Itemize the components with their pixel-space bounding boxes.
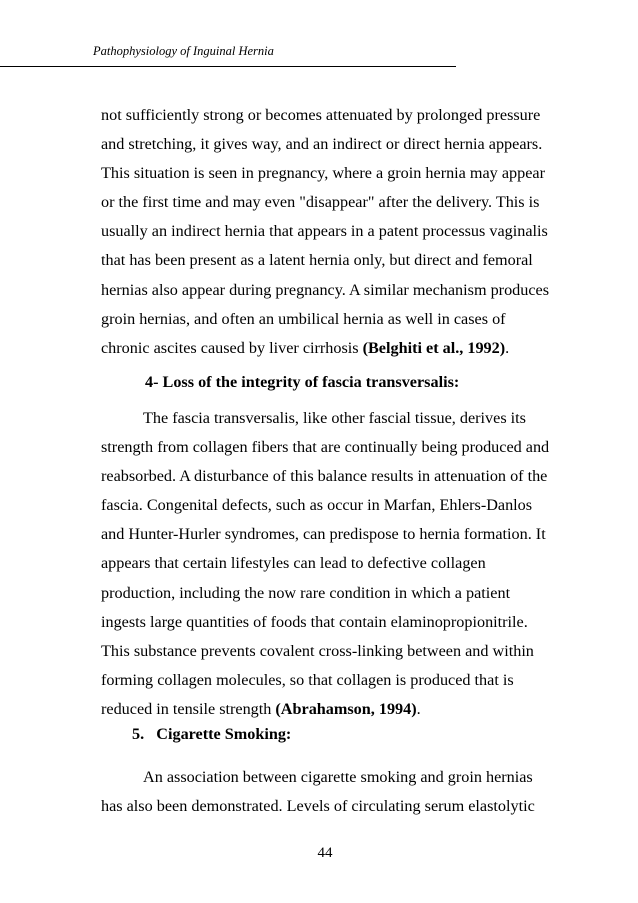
text-line: forming collagen molecules, so that collagen is produced that is [101, 670, 514, 689]
text-line: that has been present as a latent hernia only, but direct and femoral [101, 251, 533, 270]
section-heading-fascia [101, 368, 541, 397]
citation-abrahamson: (Abrahamson, 1994) [275, 699, 417, 718]
text-line: appears that certain lifestyles can lead to defective collagen [101, 554, 486, 573]
text-line: production, including the now rare condition in which a patient [101, 583, 511, 602]
citation-belghiti: (Belghiti et al., 1992) [362, 338, 506, 357]
end-punctuation: . [416, 699, 421, 718]
text-line: usually an indirect hernia that appears in a patent processus vaginalis [101, 222, 548, 241]
text-fragment: reduced in tensile strength [101, 699, 276, 718]
text-line: An association between cigarette smoking and groin hernias [143, 768, 533, 786]
text-line: not sufficiently strong or becomes attenuated by prolonged pressure [101, 106, 541, 124]
text-line: The fascia transversalis, like other fascial tissue, derives its [143, 409, 526, 427]
page-number: 44 [317, 845, 333, 861]
text-line: and Hunter-Hurler syndromes, can predispose to hernia formation. It [101, 525, 546, 544]
text-line: or the first time and may even "disappear" after the delivery. This is [101, 193, 540, 212]
heading-text: 4- Loss of the integrity of fascia transversalis: [145, 373, 460, 391]
text-line: has also been demonstrated. Levels of circulating serum elastolytic [101, 797, 535, 816]
text-line: This substance prevents covalent cross-linking between and within [101, 641, 534, 660]
text-line: fascia. Congenital defects, such as occur in Marfan, Ehlers-Danlos [101, 496, 533, 515]
paragraph-smoking [101, 763, 541, 821]
text-line: This situation is seen in pregnancy, where a groin hernia may appear [101, 164, 545, 183]
heading-text: 5. Cigarette Smoking: [132, 725, 292, 743]
running-header: Pathophysiology of Inguinal Hernia [93, 44, 274, 58]
header-rule [0, 66, 456, 67]
text-line: hernias also appear during pregnancy. A similar mechanism produces [101, 280, 550, 299]
text-line: and stretching, it gives way, and an indirect or direct hernia appears. [101, 135, 543, 154]
text-line-last [101, 334, 541, 363]
text-line: ingests large quantities of foods that contain elaminopropionitrile. [101, 612, 528, 631]
text-line: groin hernias, and often an umbilical hernia as well in cases of [101, 309, 506, 328]
paragraph-hernia-pressure [101, 101, 550, 363]
section-heading-smoking [101, 720, 541, 749]
text-fragment: chronic ascites caused by liver cirrhosis [101, 338, 363, 357]
end-punctuation: . [505, 338, 510, 357]
text-line: strength from collagen fibers that are continually being produced and [101, 438, 550, 457]
paragraph-fascia-transversalis [101, 404, 550, 724]
text-line: reabsorbed. A disturbance of this balance results in attenuation of the [101, 467, 548, 486]
